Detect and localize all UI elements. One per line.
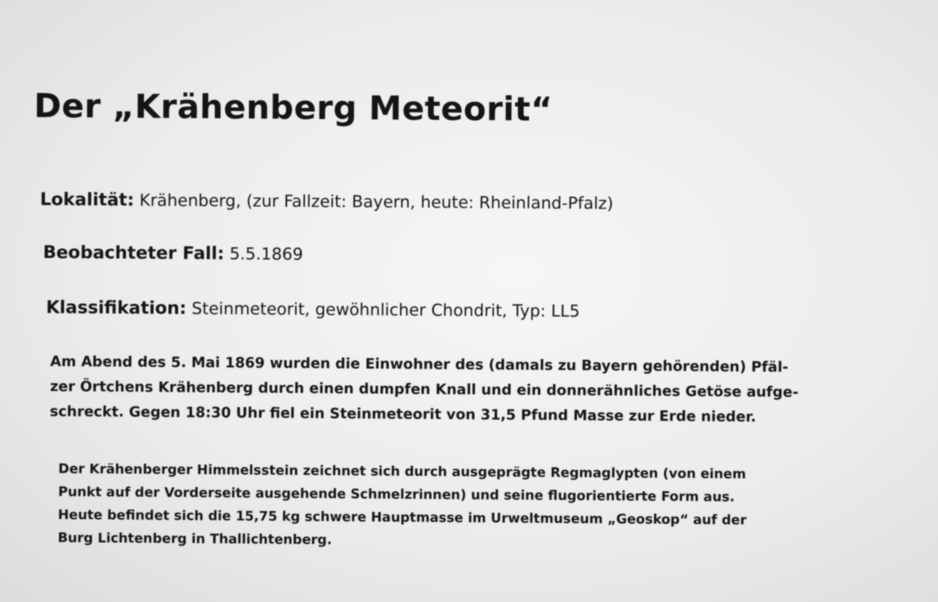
field-observed-fall-label: Beobachteter Fall:: [42, 243, 225, 265]
paragraph-line: schreckt. Gegen 18:30 Uhr fiel ein Steinmeteorit von 31,5 Pfund Masse zur Erde nieder.: [49, 403, 757, 426]
paragraph-line: Der Krähenberger Himmelsstein zeichnet sich durch ausgeprägte Regmaglypten (von einem: [58, 462, 747, 483]
paragraph-line: Am Abend des 5. Mai 1869 wurden die Einwohner des (damals zu Bayern gehörenden) Pfäl-: [50, 354, 789, 376]
field-classification: [46, 298, 580, 322]
paragraph-line: Heute befindet sich die 15,75 kg schwere Hauptmasse im Urweltmuseum „Geoskop“ auf der: [57, 507, 747, 529]
paragraph-line: Burg Lichtenberg in Thallichtenberg.: [57, 530, 332, 549]
field-locality-label: Lokalität:: [39, 190, 135, 211]
sign-title: Der „Krähenberg Meteorit“: [33, 86, 553, 129]
paragraph-fall-event: [50, 350, 799, 431]
field-classification-label: Klassifikation:: [45, 298, 187, 319]
field-observed-fall-value: 5.5.1869: [229, 244, 304, 264]
paragraph-description: [58, 458, 747, 555]
field-locality: [40, 190, 613, 214]
paragraph-line: zer Örtchens Krähenberg durch einen dumpfen Knall und ein donnerähnliches Getöse aufge-: [49, 379, 799, 401]
paragraph-line: Punkt auf der Vorderseite ausgehende Schmelzrinnen) und seine flugorientierte Form aus.: [58, 485, 735, 506]
field-observed-fall: [43, 243, 303, 265]
field-locality-value: Krähenberg, (zur Fallzeit: Bayern, heute: Rheinland-Pfalz): [139, 190, 614, 214]
field-classification-value: Steinmeteorit, gewöhnlicher Chondrit, Typ: LL5: [191, 299, 580, 321]
